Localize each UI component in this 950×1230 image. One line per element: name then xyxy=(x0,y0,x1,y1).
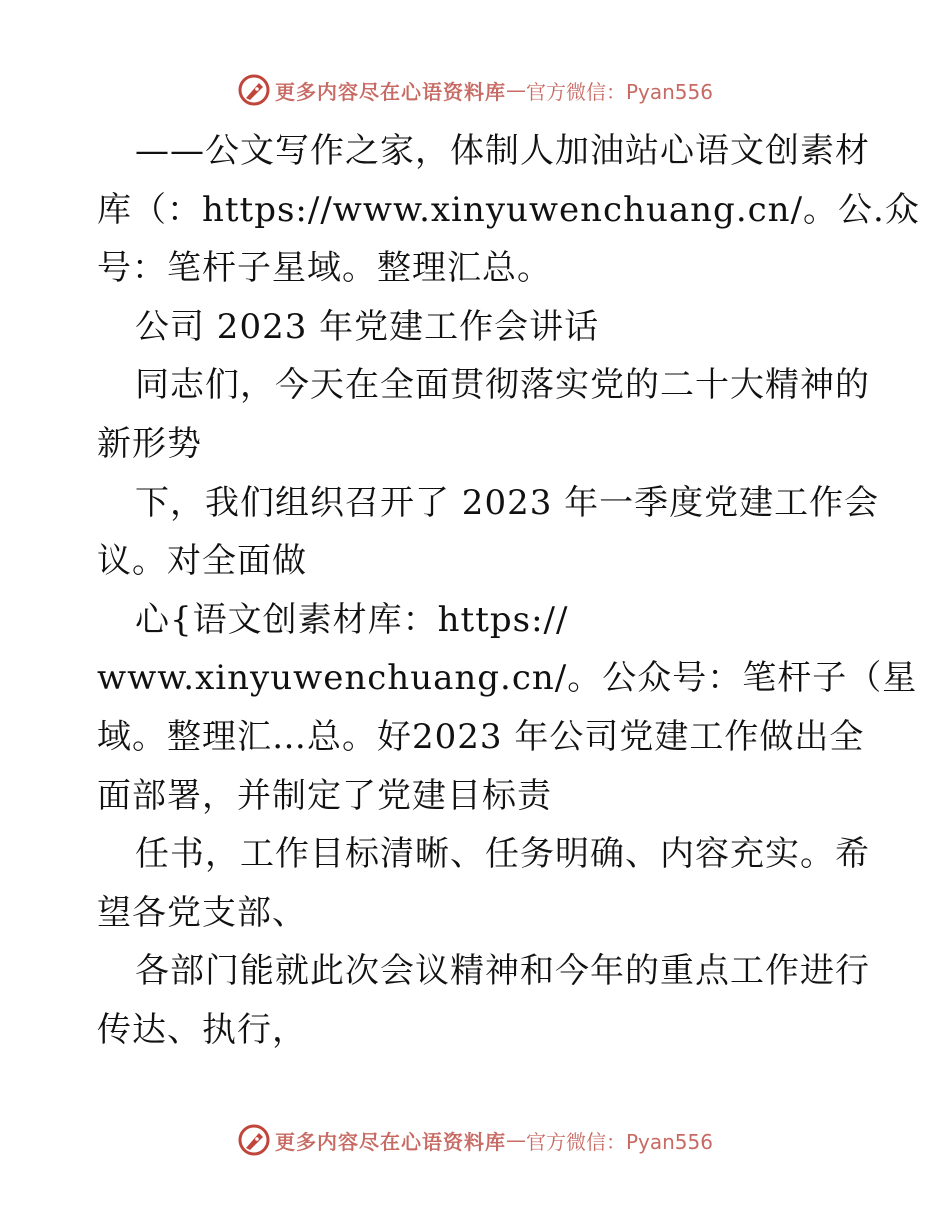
pen-nib-logo-icon xyxy=(237,73,271,107)
body-line: 议。对全面做 xyxy=(97,541,307,582)
body-line: 心{语文创素材库：https:// xyxy=(135,599,569,640)
body-line: 下，我们组织召开了 2023 年一季度党建工作会 xyxy=(135,482,880,523)
body-line: 任书，工作目标清晰、任务明确、内容充实。希 xyxy=(135,834,870,875)
document-title: 公司 2023 年党建工作会讲话 xyxy=(135,306,600,347)
footer-banner xyxy=(0,1120,950,1160)
body-line: 新形势 xyxy=(97,423,202,464)
header-banner xyxy=(0,70,950,110)
body-line: 库（：https://www.xinyuwenchuang.cn/。公.众 xyxy=(97,189,920,230)
body-line: 面部署，并制定了党建目标责 xyxy=(97,775,552,816)
banner-contact-text: 官方微信：Pyan556 xyxy=(525,1129,713,1154)
body-line: 号：笔杆子星域。整理汇总。 xyxy=(97,248,552,289)
banner-brand-text: 更多内容尽在心语资料库 xyxy=(274,79,506,104)
body-line: 域。整理汇…总。好2023 年公司党建工作做出全 xyxy=(97,716,865,757)
body-line: 传达、执行， xyxy=(97,1009,307,1050)
banner-separator: — xyxy=(505,78,526,102)
pen-nib-logo-icon xyxy=(237,1123,271,1157)
banner-separator: — xyxy=(505,1128,526,1152)
body-line: 同志们，今天在全面贯彻落实党的二十大精神的 xyxy=(135,365,870,406)
banner-brand-text: 更多内容尽在心语资料库 xyxy=(274,1129,506,1154)
body-line: 各部门能就此次会议精神和今年的重点工作进行 xyxy=(135,951,870,992)
body-line: ——公文写作之家，体制人加油站心语文创素材 xyxy=(135,131,870,171)
banner-contact-text: 官方微信：Pyan556 xyxy=(525,79,713,104)
document-body xyxy=(97,122,920,1060)
body-line: www.xinyuwenchuang.cn/。公众号：笔杆子（星 xyxy=(97,658,918,699)
body-line: 望各党支部、 xyxy=(97,892,307,933)
